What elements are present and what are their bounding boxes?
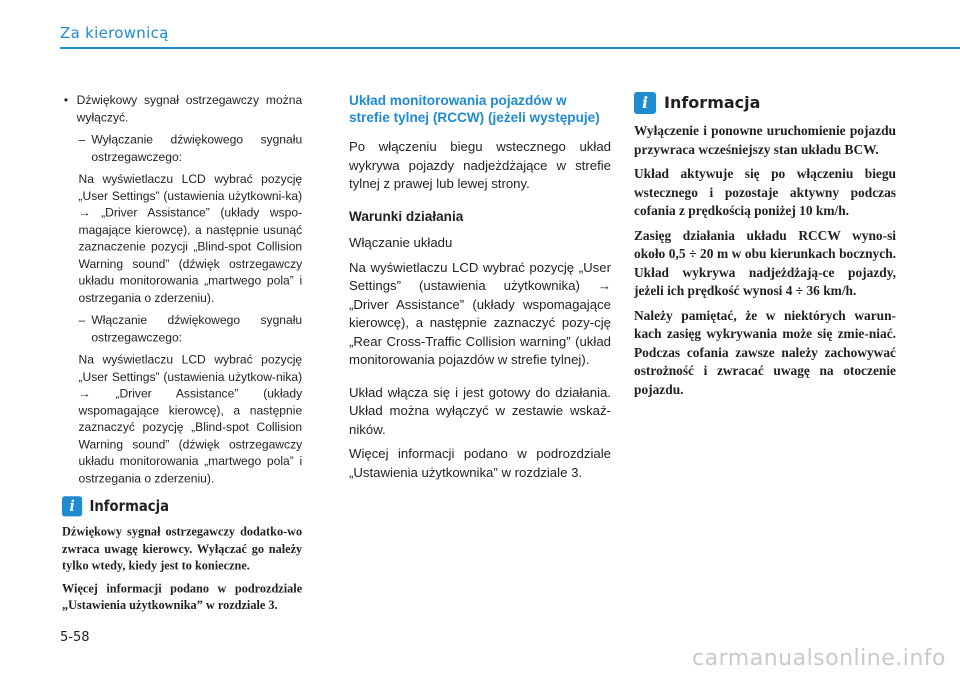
- info-paragraph: Wyłączenie i ponowne uruchomienie pojazdu przywraca wcześniejszy stan układu BCW.: [634, 123, 896, 157]
- intro-paragraph: Po włączeniu biegu wstecznego układ wykrywa pojazdy nadjeżdżające w strefie tylnej z prawej lub lewej strony.: [349, 139, 611, 191]
- info-box-header: [634, 92, 896, 114]
- watermark: carmanualsonline.info: [692, 646, 946, 671]
- info-paragraph: Więcej informacji podano w podrozdziale „Ustawienia użytkownika” w rozdziale 3.: [62, 581, 303, 612]
- header-rule: [60, 47, 960, 49]
- paragraph: Więcej informacji podano w podrozdziale „Ustawienia użytkownika” w rozdziale 3.: [349, 446, 611, 480]
- page-number: 5-58: [60, 630, 90, 645]
- info-paragraph: Dźwiękowy sygnał ostrzegawczy dodatko-wo zwraca uwagę kierowcy. Wyłączać go należy tylko wtedy, kiedy jest to konieczne.: [62, 524, 303, 573]
- section-title: Układ monitorowania pojazdów w strefie tylnej (RCCW) (jeżeli występuje): [349, 93, 600, 125]
- column-middle: [349, 92, 611, 482]
- enable-label: Włączanie układu: [349, 235, 453, 250]
- subsection-title: Warunki działania: [349, 208, 464, 224]
- instruction-enable: Na wyświetlaczu LCD wybrać pozycję „User Settings” (ustawienia użytkow-nika) → „Driver Assistance” (układy wspomagające kierowcę), a następnie zaznaczyć pozycję „Blind-spot Collision Warning sound” (dźwięk ostrzegawczy układu monitorowania „martwego pola” i ostrzegania o zderzeniu).: [78, 352, 303, 485]
- paragraph: Układ włącza się i jest gotowy do działania. Układ można wyłączyć w zestawie wskaź-ników.: [349, 384, 611, 437]
- paragraph: Na wyświetlaczu LCD wybrać pozycję „User Settings” (ustawienia użytkownika) → „Driver Assistance” (układy wspomagające kierowcę), a następnie zaznaczyć pozy-cję „Rear Cross-Traffic Collision warning” (układ monitorowania pojazdów w strefie tylnej).: [349, 259, 611, 367]
- bullet-text: Dźwiękowy sygnał ostrzegawczy można wyłączyć.: [76, 92, 303, 124]
- info-title: Informacja: [89, 496, 170, 515]
- info-icon: i: [634, 92, 656, 114]
- info-paragraph: Zasięg działania układu RCCW wyno-si około 0,5 ÷ 20 m w obu kierunkach bocznych. Układ wykrywa nadjeżdżają-ce pojazdy, jeżeli ich prędkość wynosi 4 ÷ 36 km/h.: [634, 227, 896, 298]
- dash-item-enable: [62, 312, 302, 346]
- info-icon: i: [62, 496, 82, 516]
- bullet-item: [62, 92, 302, 126]
- dash-text-disable: Wyłączanie dźwiękowego sygnału ostrzegawczego:: [91, 132, 303, 164]
- column-right: [634, 92, 896, 405]
- info-paragraph: Układ aktywuje się po włączeniu biegu wstecznego i pozostaje aktywny podczas cofania z prędkością poniżej 10 km/h.: [634, 166, 896, 218]
- dash-mark: –: [78, 132, 86, 147]
- info-box-header: [62, 496, 302, 516]
- bullet-mark: •: [63, 92, 69, 107]
- column-left: [62, 92, 302, 620]
- page-header-title: Za kierownicą: [60, 24, 169, 42]
- dash-item-disable: [62, 131, 302, 165]
- dash-text-enable: Włączanie dźwiękowego sygnału ostrzegawczego:: [91, 312, 303, 344]
- instruction-disable: Na wyświetlaczu LCD wybrać pozycję „User Settings” (ustawienia użytkowni-ka) → „Driver Assistance” (układy wspo-magające kierowcę), a następnie usunąć zaznaczenie pozycji „Blind-spot Collision Warning sound” (dźwięk ostrzegawczy układu monitorowania „martwego pola” i ostrzegania o zderzeniu).: [78, 171, 303, 305]
- dash-mark: –: [78, 312, 86, 327]
- info-paragraph: Należy pamiętać, że w niektórych warun-kach zasięg wykrywania może się zmie-niać. Podczas cofania zawsze należy zachowywać ostrożność i zwracać uwagę na otoczenie pojazdu.: [634, 307, 896, 397]
- info-title: Informacja: [664, 92, 761, 112]
